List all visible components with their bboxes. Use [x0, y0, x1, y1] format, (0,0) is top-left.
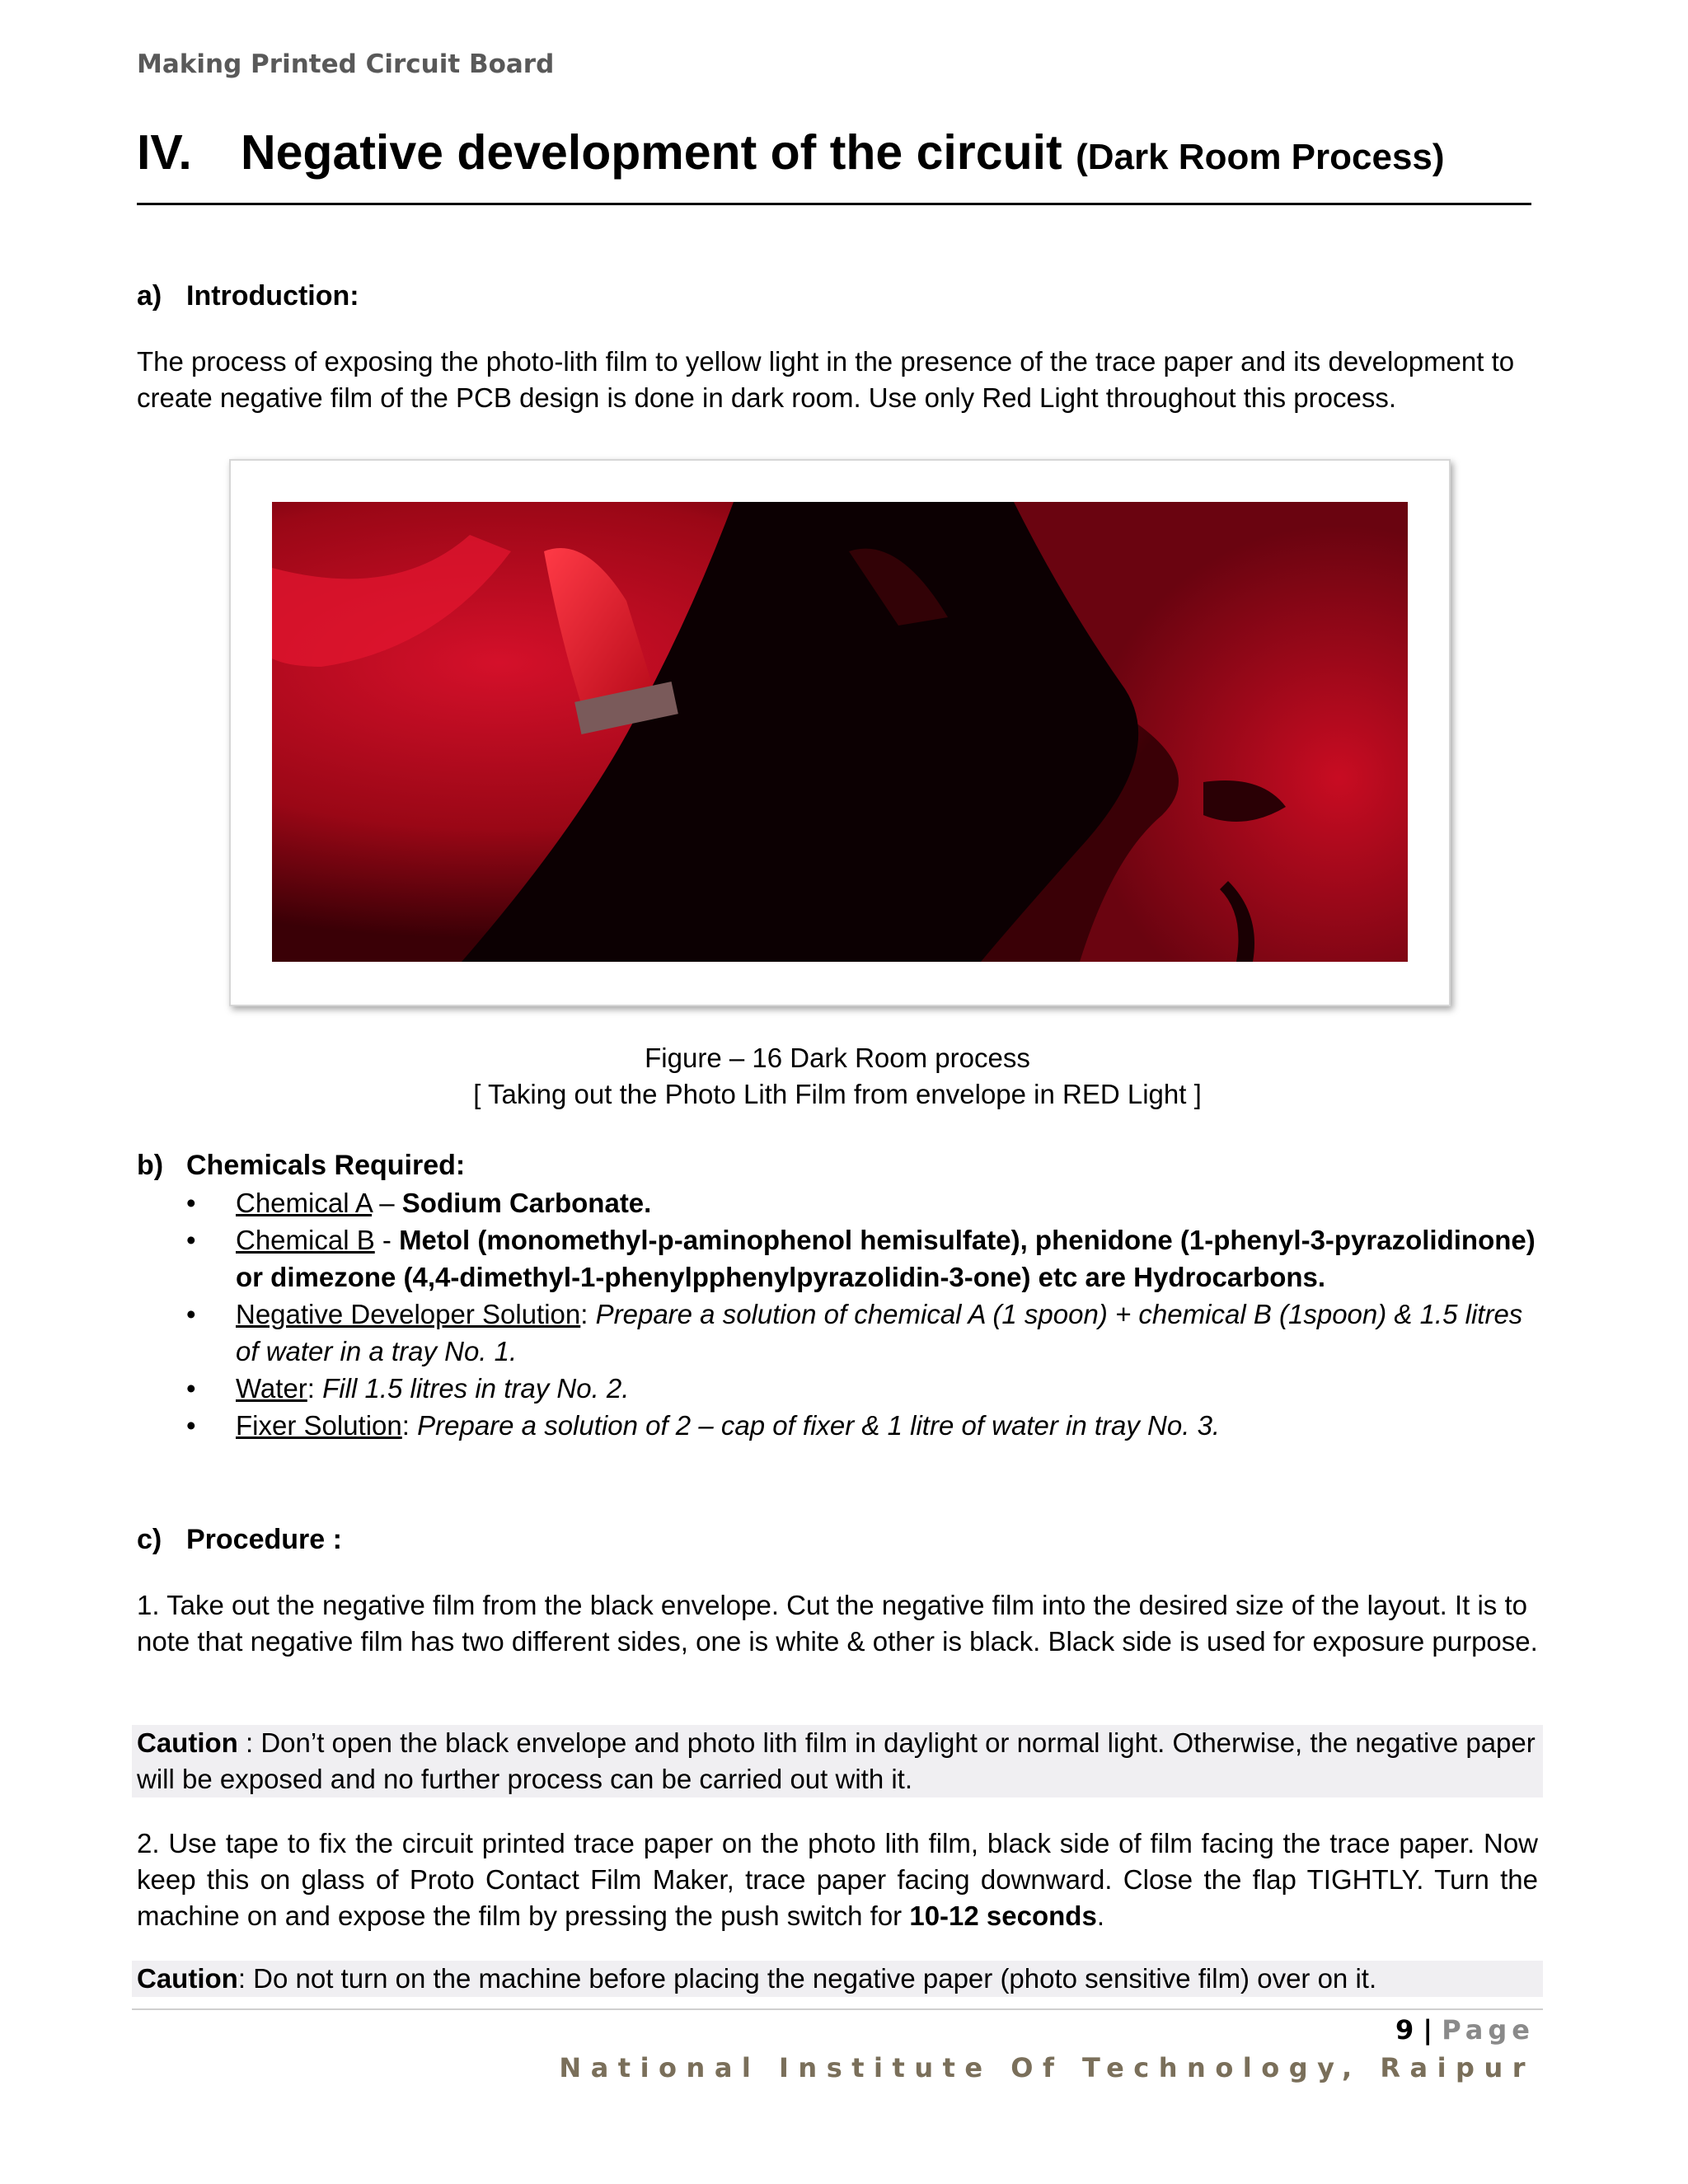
- bullet-icon: •: [186, 1188, 196, 1218]
- darkroom-photo-image: [272, 502, 1408, 962]
- bullet-icon: •: [186, 1373, 196, 1404]
- chemical-detail: Metol (monomethyl-p-aminophenol hemisulfate), phenidone (1-phenyl-3-pyrazolidinone) or dimezone (4,4-dimethyl-1-phenylpphenylpyrazolidin-3-one) etc are Hydrocarbons.: [236, 1225, 1536, 1292]
- separator: -: [374, 1225, 400, 1255]
- caution-text: : Don’t open the black envelope and photo lith film in daylight or normal light. Otherwise, the negative paper will be exposed and no further process can be carried out with it.: [137, 1727, 1536, 1794]
- chemicals-letter: b): [137, 1150, 164, 1181]
- footer-rule: [132, 2008, 1543, 2010]
- caution-label: Caution: [137, 1727, 238, 1758]
- section-number: IV.: [137, 125, 192, 180]
- procedure-step-2: [137, 1825, 1538, 1934]
- procedure-heading-text: Procedure :: [186, 1524, 342, 1555]
- chemical-label: Water: [236, 1373, 307, 1404]
- chemical-label: Chemical B: [236, 1225, 375, 1255]
- section-title: [137, 115, 1530, 194]
- list-item: [137, 1296, 1538, 1370]
- caution-box-1: [132, 1725, 1543, 1797]
- step-2-text: 2. Use tape to fix the circuit printed trace paper on the photo lith film, black side of film facing the trace paper. Now keep this on glass of Proto Contact Film Maker, trace paper facing downward. Close the flap TIGHTLY. Turn the machine on and expose the film by pressing the push switch for: [137, 1828, 1538, 1931]
- chemical-detail: Prepare a solution of 2 – cap of fixer & 1 litre of water in tray No. 3.: [417, 1410, 1221, 1441]
- section-subtitle: (Dark Room Process): [1076, 137, 1445, 177]
- bullet-icon: •: [186, 1299, 196, 1329]
- running-header: Making Printed Circuit Board: [137, 49, 555, 79]
- exposure-time: 10-12 seconds: [909, 1900, 1097, 1931]
- chemicals-list: [137, 1184, 1538, 1444]
- separator: :: [580, 1299, 596, 1329]
- caution-box-2: [132, 1961, 1543, 1997]
- page-separator: |: [1414, 2014, 1442, 2046]
- list-item: [137, 1221, 1538, 1296]
- bullet-icon: •: [186, 1410, 196, 1441]
- section-title-text: Negative development of the circuit: [241, 125, 1062, 180]
- intro-paragraph: The process of exposing the photo-lith film to yellow light in the presence of the trace paper and its development to create negative film of the PCB design is done in dark room. Use only Red Light throughout this process.: [137, 346, 1515, 413]
- chemical-label: Negative Developer Solution: [236, 1299, 581, 1329]
- institute-footer: National Institute Of Technology, Raipur: [559, 2052, 1535, 2083]
- list-item: [137, 1407, 1538, 1444]
- caution-label: Caution: [137, 1963, 238, 1994]
- figure-caption-line1: Figure – 16 Dark Room process: [645, 1043, 1030, 1073]
- intro-heading: [137, 278, 359, 314]
- bullet-icon: •: [186, 1225, 196, 1255]
- page-number: [1395, 2014, 1535, 2046]
- separator: :: [401, 1410, 418, 1441]
- chemical-label: Chemical A: [236, 1188, 373, 1218]
- figure-frame: [229, 459, 1451, 1006]
- chemical-detail: Sodium Carbonate.: [401, 1188, 652, 1218]
- page-number-value: 9: [1395, 2014, 1414, 2046]
- separator: :: [307, 1373, 323, 1404]
- page-word: Page: [1442, 2014, 1535, 2046]
- chemicals-heading: [137, 1147, 465, 1183]
- separator: –: [372, 1188, 402, 1218]
- intro-letter: a): [137, 280, 162, 312]
- intro-heading-text: Introduction:: [186, 280, 359, 312]
- step-2-end: .: [1096, 1900, 1104, 1931]
- procedure-letter: c): [137, 1524, 162, 1555]
- procedure-heading: [137, 1521, 342, 1558]
- caution-text: : Do not turn on the machine before placing the negative paper (photo sensitive film) over on it.: [237, 1963, 1377, 1994]
- chemical-detail: Prepare a solution of chemical A (1 spoon) + chemical B (1spoon) & 1.5 litres of water in a tray No. 1.: [236, 1299, 1523, 1366]
- chemical-detail: Fill 1.5 litres in tray No. 2.: [322, 1373, 630, 1404]
- chemical-label: Fixer Solution: [236, 1410, 402, 1441]
- list-item: [137, 1370, 1538, 1407]
- chemicals-heading-text: Chemicals Required:: [186, 1150, 466, 1181]
- title-underline: [137, 203, 1531, 205]
- procedure-step-1: 1. Take out the negative film from the black envelope. Cut the negative film into the desired size of the layout. It is to note that negative film has two different sides, one is white & other is black. Black side is used for exposure purpose.: [137, 1590, 1538, 1657]
- darkroom-photo: [272, 502, 1408, 962]
- list-item: [137, 1184, 1538, 1221]
- figure-caption-line2: [ Taking out the Photo Lith Film from envelope in RED Light ]: [473, 1079, 1202, 1109]
